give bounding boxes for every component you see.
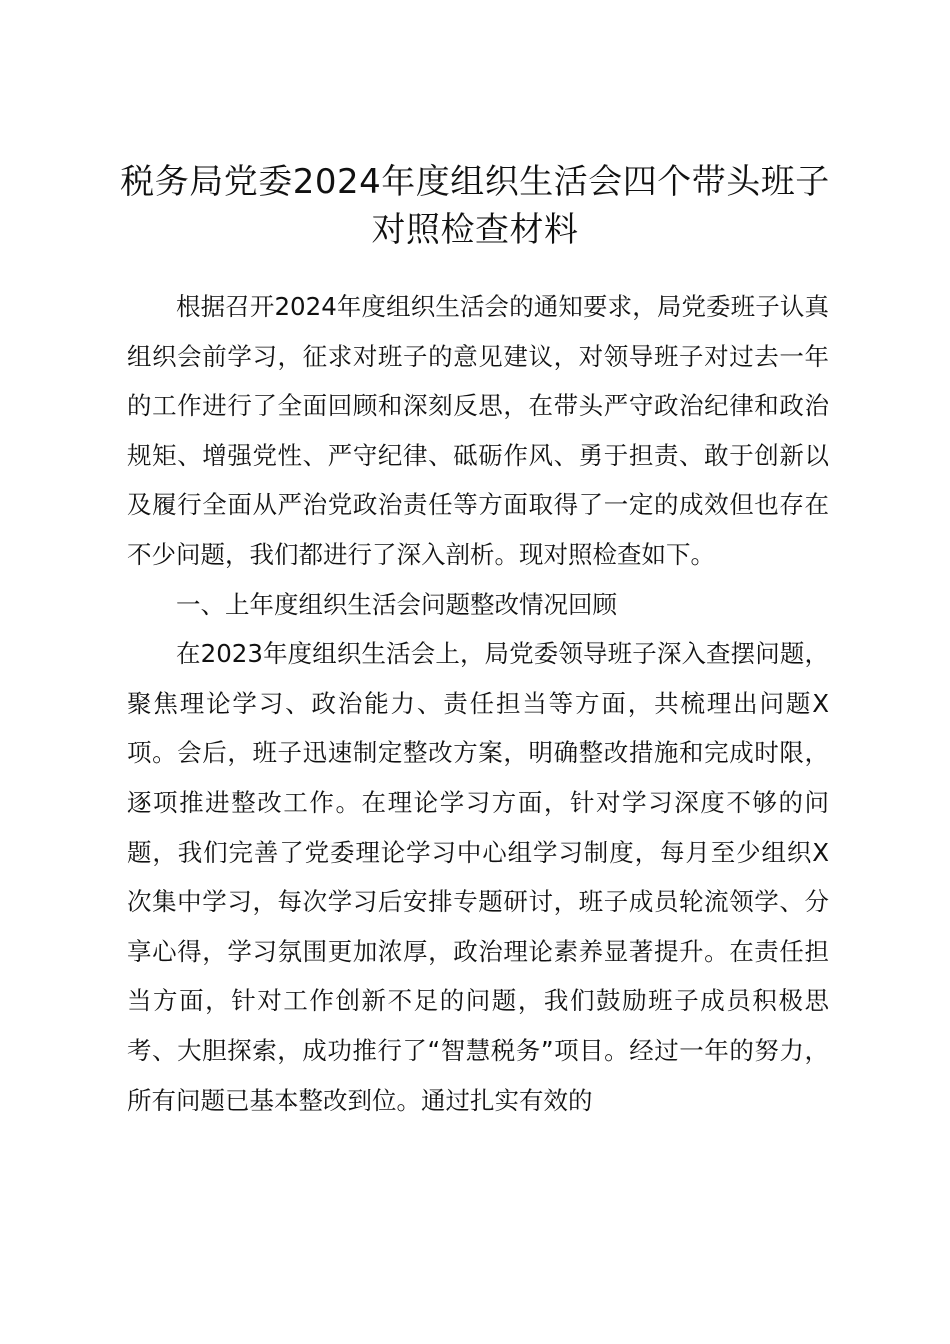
intro-paragraph: 根据召开2024年度组织生活会的通知要求，局党委班子认真组织会前学习，征求对班子的意见建议，对领导班子对过去一年的工作进行了全面回顾和深刻反思，在带头严守政治纪律和政治规矩、增强党性、严守纪律、砥砺作风、勇于担责、敢于创新以及履行全面从严治党政治责任等方面取得了一定的成效但也存在不少问题，我们都进行了深入剖析。现对照检查如下。 <box>127 292 829 569</box>
document-title: 税务局党委2024年度组织生活会四个带头班子对照检查材料 <box>120 162 830 250</box>
document-body <box>127 282 829 1125</box>
section-heading: 一、上年度组织生活会问题整改情况回顾 <box>176 589 617 619</box>
section-paragraph: 在2023年度组织生活会上，局党委领导班子深入查摆问题，聚焦理论学习、政治能力、责任担当等方面，共梳理出问题X项。会后，班子迅速制定整改方案，明确整改措施和完成时限，逐项推进整改工作。在理论学习方面，针对学习深度不够的问题，我们完善了党委理论学习中心组学习制度，每月至少组织X次集中学习，每次学习后安排专题研讨，班子成员轮流领学、分享心得，学习氛围更加浓厚，政治理论素养显著提升。在责任担当方面，针对工作创新不足的问题，我们鼓励班子成员积极思考、大胆探索，成功推行了“智慧税务”项目。经过一年的努力，所有问题已基本整改到位。通过扎实有效的 <box>127 639 829 1115</box>
